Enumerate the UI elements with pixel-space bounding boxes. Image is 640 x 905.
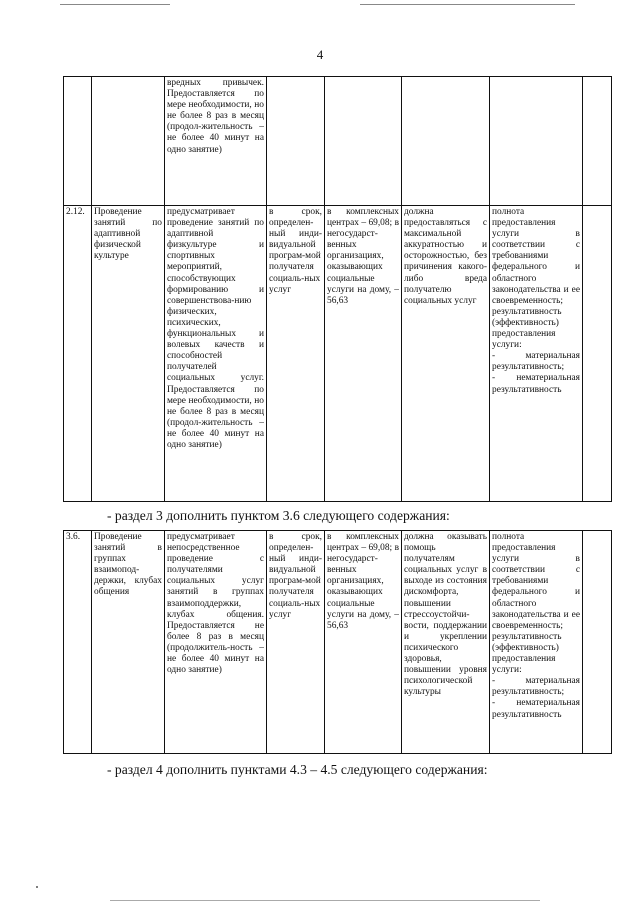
service-description: предусматривает проведение занятий по адаптивной физкультуре и спортивных мероприятий, способствующих формированию и совершенствова-нию физических, психических, функциональных и волевых качеств и способностей получателей социальных услуг. Предоставляется по мере необходимости, но не более 8 раз в месяц (продол-жительность – не более 40 минут на одно занятие) [165,206,267,502]
amendment-note-section-4: - раздел 4 дополнить пунктами 4.3 – 4.5 следующего содержания: [107,762,488,777]
service-indicators: полнота предоставления услуги в соответствии с требованиями федерального и областного законодательства и ее своевременность; результативность (эффективность) предоставления услуги: - материальная результативность; - нематериальная результативность [490,531,583,754]
scan-speck [36,886,38,888]
table-row-3-6 [64,531,612,754]
service-tariff: в комплексных центрах – 69,08; в негосударст-венных организациях, оказывающих социальные услуги на дому, – 56,63 [325,206,402,502]
table-row-continued [64,77,612,206]
cell-description: вредных привычек. Предоставляется по мере необходимости, но не более 8 раз в месяц (продол-жительность – не более 40 минут на одно занятие) [165,77,267,206]
service-tariff: в комплексных центрах – 69,08; в негосударст-венных организациях, оказывающих социальные услуги на дому, – 56,63 [325,531,402,754]
row-number: 3.6. [64,531,92,754]
service-name: Проведение занятий в группах взаимопод-держки, клубах общения [92,531,165,754]
cell-tariff [325,77,402,206]
row-number: 2.12. [64,206,92,502]
cell-extra [583,77,612,206]
cell-indicators [490,77,583,206]
amendment-note-section-3: - раздел 3 дополнить пунктом 3.6 следующего содержания: [107,508,450,523]
cell-name [92,77,165,206]
services-table-section-3 [63,530,612,754]
cell-extra [583,531,612,754]
service-conditions: должна оказывать помощь получателям социальных услуг в выходе из состояния дискомфорта, повышении стрессоустойчи-вости, поддержании и укреплении психического здоровья, повышении уровня психологической культуры [402,531,490,754]
service-description: предусматривает непосредственное проведение с получателями социальных услуг занятий в группах взаимоподдержки, клубах общения. Предоставляется не более 8 раз в месяц (продолжитель-ность – не более 40 минут на одно занятие) [165,531,267,754]
service-term: в срок, определен-ный инди-видуальной програм-мой получателя социаль-ных услуг [267,531,325,754]
cell-num [64,77,92,206]
cell-extra [583,206,612,502]
header-rule-left [60,4,170,5]
service-conditions: должна предоставляться с максимальной аккуратностью и осторожностью, без причинения какого-либо вреда получателю социальных услуг [402,206,490,502]
page-number: 4 [316,47,324,62]
service-name: Проведение занятий по адаптивной физической культуре [92,206,165,502]
service-indicators: полнота предоставления услуги в соответствии с требованиями федерального и областного законодательства и ее своевременность; результативность (эффективность) предоставления услуги: - материальная результативность; - нематериальная результативность [490,206,583,502]
header-rule-right [360,4,575,5]
service-term: в срок, определен-ный инди-видуальной програм-мой получателя социаль-ных услуг [267,206,325,502]
footer-rule [110,900,540,901]
table-row-2-12 [64,206,612,502]
services-table-section-2 [63,76,612,502]
cell-conditions [402,77,490,206]
cell-term [267,77,325,206]
